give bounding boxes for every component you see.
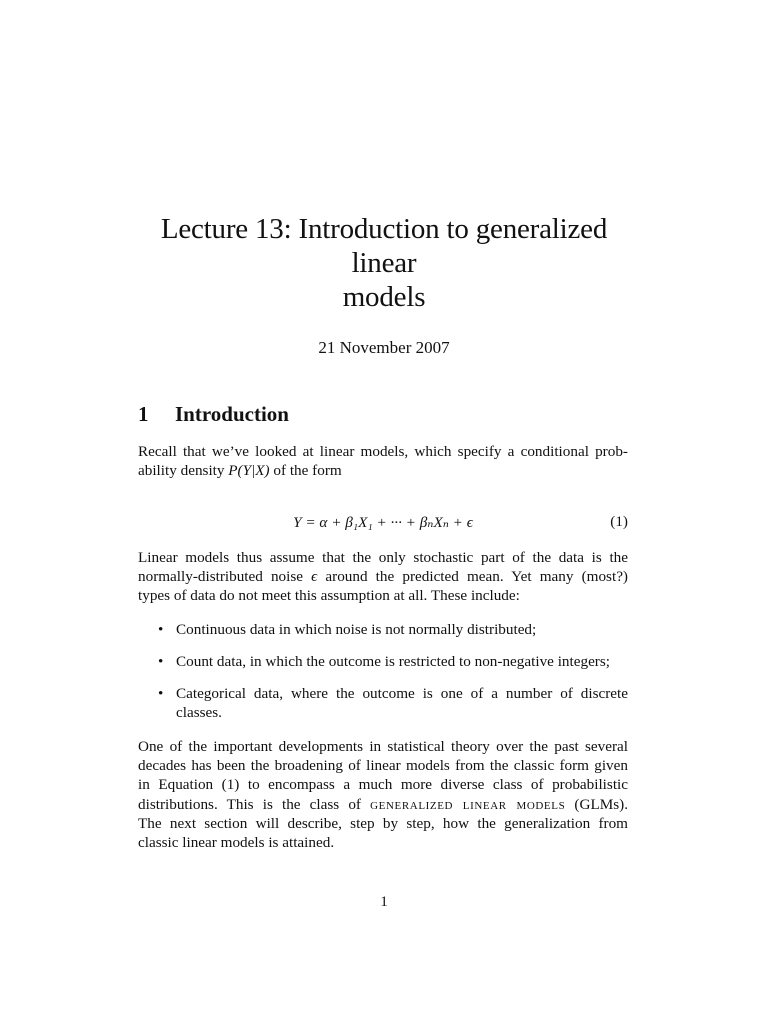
list-item-text: Count data, in which the outcome is restricted to non-negative integers;: [176, 652, 610, 670]
paragraph-line: [138, 461, 628, 480]
equation-number: (1): [610, 513, 628, 530]
paragraph-line: Linear models thus assume that the only stochastic part of the data is the: [138, 549, 628, 566]
paragraph-line: One of the important developments in statistical theory over the past several: [138, 738, 628, 755]
glm-term: generalized linear models: [370, 795, 566, 813]
section-title: Introduction: [175, 402, 289, 426]
list-item: [138, 652, 628, 671]
text-run: (GLMs).: [565, 795, 628, 813]
text-run: of the form: [269, 462, 342, 480]
list-item: [138, 620, 628, 639]
paragraph-line: in Equation (1) to encompass a much more diverse class of probabilistic: [138, 776, 628, 794]
list-item: [138, 684, 628, 722]
equation-expression: Y = α + β₁X₁ + ··· + βₙXₙ + ϵ: [293, 514, 473, 531]
paragraph-line: The next section will describe, step by step, how the generalization from: [138, 814, 628, 832]
paragraph-line: [138, 795, 628, 814]
title-line-1: Lecture 13: Introduction to generalized linear: [160, 213, 608, 279]
section-heading: [138, 402, 289, 427]
bullet-marker: •: [158, 621, 164, 638]
bullet-list: [138, 620, 628, 735]
text-run: around the predicted mean. Yet many (most?): [317, 568, 628, 586]
section-number: 1: [138, 402, 149, 426]
lecture-title: [130, 212, 638, 314]
title-line-2: models: [342, 281, 426, 313]
list-item-line: Categorical data, where the outcome is one of a number of discrete: [176, 684, 628, 702]
list-item-text: [176, 684, 628, 722]
equation-1: [138, 513, 628, 535]
lecture-date: 21 November 2007: [318, 338, 450, 357]
paragraph-line: classic linear models is attained.: [138, 834, 335, 852]
text-run: distributions. This is the class of: [138, 795, 371, 813]
paragraph-assumption: [138, 548, 628, 606]
list-item-line: classes.: [176, 703, 222, 721]
paragraph-intro: [138, 442, 628, 480]
paragraph-line: [138, 567, 628, 586]
paragraph-line: types of data do not meet this assumption at all. These include:: [138, 587, 520, 605]
math-inline: ϵ: [311, 568, 318, 586]
text-run: ability density: [138, 462, 229, 480]
paragraph-line: decades has been the broadening of linear models from the classic form given: [138, 757, 628, 775]
math-inline: P(Y|X): [228, 462, 270, 480]
paragraph-line: Recall that we’ve looked at linear models, which specify a conditional prob-: [138, 443, 628, 460]
text-run: normally-distributed noise: [138, 568, 312, 586]
page-number: 1: [380, 893, 388, 910]
bullet-marker: •: [158, 684, 164, 702]
paragraph-glm: [138, 737, 628, 852]
list-item-text: Continuous data in which noise is not normally distributed;: [176, 621, 537, 638]
bullet-marker: •: [158, 652, 164, 670]
